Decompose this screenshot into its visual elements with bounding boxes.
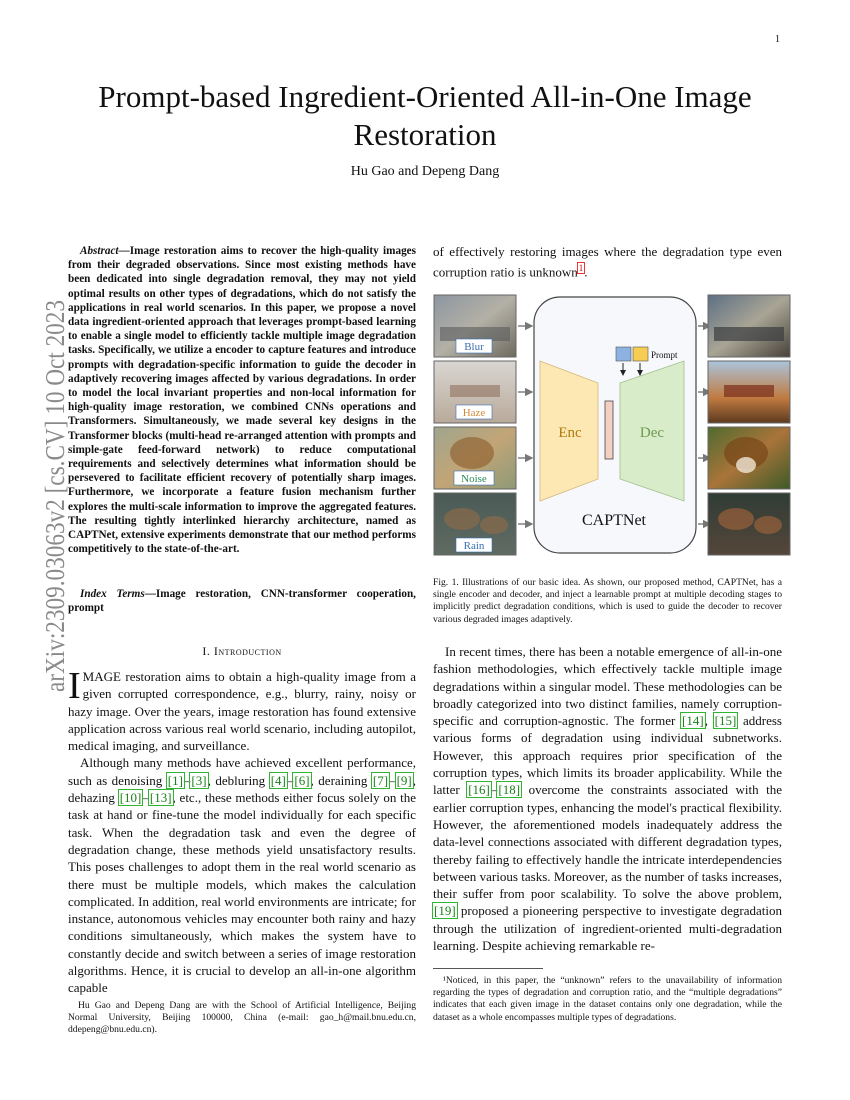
right-top-end: .: [584, 264, 588, 280]
footnote-ref-1[interactable]: 1: [578, 263, 584, 274]
network-label: CAPTNet: [582, 512, 646, 529]
output-tile-blur: [708, 295, 790, 357]
right-p1-a: In recent times, there has been a notable emergence of all-in-one fashion methodologies, which effectively tackle multiple image degradations within a singular model. These methodologies can be broadly categorized into two distinct families, namely corruption-specific and corruption-agnostic. The former: [433, 644, 782, 729]
intro-p2-d: , dehazing: [68, 772, 417, 806]
citation-4[interactable]: [4]: [270, 772, 286, 788]
citation-13[interactable]: [13]: [149, 790, 172, 806]
abstract-text: —Image restoration aims to recover the high-quality images from their degraded observations. Since most existing methods have been dedicated into single degradation removal, they may not yield optimal results on other types of degradations, which do not satisfy the applications in real world scenarios. In this paper, we propose a novel data ingredient-oriented approach that leverages prompt-based learning to enable a single model to efficiently tackle multiple image degradation tasks. Specifically, we utilize a encoder to capture features and introduce prompts with degradation-specific information to guide the decoder in adaptively recovering images affected by various degradations. In order to model the local invariant properties and non-local information for high-quality image restoration, we combined CNNs operations and Transformers. Simultaneously, we made several key designs in the Transformer blocks (multi-head re-arranged attention with prompts and simple-gate feed-forward network) to reduce computational requirements and selectively determines what information should be persevered to facilitate efficient recovery of potentially sharp images. Furthermore, we incorporate a feature fusion mechanism further explores the multi-scale information to improve the aggregated features. The resulting tightly interlinked hierarchy architecture, named as CAPTNet, extensive experiments demonstrate that our method performs competitively to the state-of-the-art.: [68, 245, 416, 556]
prompt-block-blue: [616, 347, 631, 361]
citation-15[interactable]: [15]: [714, 713, 737, 729]
input-tile-haze: [434, 361, 516, 423]
index-terms-text: —Image restoration, CNN-transformer cooperation, prompt: [68, 588, 416, 615]
input-label-blur: Blur: [464, 341, 484, 353]
abstract-label: Abstract: [80, 245, 119, 257]
input-tile-rain: [434, 493, 516, 555]
output-tile-rain: [708, 493, 790, 555]
page-number: 1: [775, 34, 780, 45]
citation-19[interactable]: [19]: [434, 903, 456, 919]
intro-p2-e: , etc., these methods either focus solely on the task at hand or fine-tune the model individually for each specific task. When the degradation task and even the degree of degradation change, these methods yield unsatisfactory results. This poses challenges to adopt them in the real world scenario as there must be multiple models, which makes the calculation complicated. In addition, real world environments are intricate; for instance, autonomous vehicles may encounter both rainy and hazy conditions simultaneously, which makes the system have to constantly decide and switch between a series of image restoration algorithms. Hence, it is crucial to develop an all-in-one algorithm capable: [68, 790, 416, 996]
figure-1: [432, 293, 792, 559]
citation-14[interactable]: [14]: [682, 713, 704, 729]
prompt-label: Prompt: [651, 350, 678, 360]
index-terms: [68, 587, 416, 615]
section-heading: I. Introduction: [202, 644, 282, 658]
right-top-sentence: of effectively restoring images where the degradation type even corruption ratio is unknown: [433, 244, 782, 280]
intro-p2-b: , debluring: [207, 772, 270, 788]
figure-caption: Fig. 1. Illustrations of our basic idea. As shown, our proposed method, CAPTNet, has a single encoder and decoder, and inject a learnable prompt at multiple decoding stages to implicitly predict degradation conditions, which is used to guide the decoder to recover various degraded images adaptively.: [433, 577, 782, 625]
arxiv-stamp: [38, 300, 72, 692]
citation-18[interactable]: [18]: [498, 782, 521, 798]
paper-authors: Hu Gao and Depeng Dang: [350, 164, 500, 179]
input-arrows: [518, 326, 532, 524]
footnote-rule: [433, 968, 543, 969]
citation-3[interactable]: [3]: [191, 772, 207, 788]
citation-1[interactable]: [1]: [167, 772, 183, 788]
abstract: [68, 244, 416, 556]
right-p1-c: address various forms of degradation using individual subnetworks. However, this approach requires prior specification of the corruption types, which limits its broader applicability. While the latter: [433, 713, 782, 798]
right-p1-e: proposed a pioneering perspective to investigate degradation through the utilization of ingredient-oriented multi-degradation learning. Despite achieving remarkable re-: [433, 903, 782, 954]
prompt-block-yellow: [633, 347, 648, 361]
drop-cap: I: [68, 665, 81, 707]
input-tile-blur: [434, 295, 516, 357]
decoder-label: Dec: [639, 425, 665, 441]
input-label-rain: Rain: [463, 540, 485, 552]
paper-title: Prompt-based Ingredient-Oriented All-in-One Image Restoration: [98, 79, 752, 152]
bottleneck-block: [605, 401, 613, 459]
intro-paragraph-2: Although many methods have achieved excellent performance, such as denoising [1]–[3], debluring [4]–[6], deraining [7]–[9], dehazing [10]–[13], etc., these methods either focus solely on the task at hand or fine-tune the model individually for each specific task. When the degradation task and even the degree of degradation change, these methods yield unsatisfactory results. This poses challenges to adopt them in the real world scenario as there must be multiple models, which makes the calculation complicated. In addition, real world environments are intricate; for instance, autonomous vehicles may encounter both rainy and hazy conditions simultaneously, which makes the system have to constantly decide and switch between a series of image restoration algorithms. Hence, it is crucial to develop an all-in-one algorithm capable: [68, 755, 417, 996]
citation-7[interactable]: [7]: [372, 772, 389, 788]
intro-p1-text: MAGE restoration aims to obtain a high-quality image from a given corrupted correspondence, e.g., blurry, rainy, noisy or hazy image. Over the years, image restoration has found extensive application across various real world scenario, including autopilot, medical imaging, and surveillance.: [68, 669, 416, 754]
right-p1-b: ,: [704, 713, 714, 729]
citation-10[interactable]: [10]: [119, 790, 142, 806]
intro-p2-c: , deraining: [310, 772, 372, 788]
right-p1-d: overcome the constraints associated with the earlier corruption types, enhancing the model's practical flexibility. However, the aforementioned models inadequately address the data-level connections associated with different degradation types, thereby failing to effectively handle the intricate interdependencies between various tasks. Moreover, as the number of tasks increases, their suffer from poor scalability. To solve the above problem,: [433, 782, 782, 902]
intro-p2-a: Although many methods have achieved excellent performance, such as denoising: [68, 755, 416, 788]
index-terms-label: Index Terms: [80, 588, 145, 600]
right-body-column: [433, 643, 782, 954]
intro-column: [68, 665, 417, 997]
citation-16[interactable]: [16]: [468, 782, 490, 798]
input-tile-noise: [434, 427, 516, 489]
citation-6[interactable]: [6]: [294, 772, 310, 788]
intro-paragraph-1: [68, 665, 416, 754]
citation-9[interactable]: [9]: [396, 772, 412, 788]
input-label-noise: Noise: [461, 473, 487, 485]
output-tile-haze: [708, 361, 790, 423]
author-affiliation: Hu Gao and Depeng Dang are with the School of Artificial Intelligence, Beijing Normal University, Beijing 100000, China (e-mail: gao_h@mail.bnu.edu.cn, ddepeng@bnu.edu.cn).: [68, 1000, 416, 1036]
output-tile-noise: [708, 427, 790, 489]
right-paragraph-1: In recent times, there has been a notable emergence of all-in-one fashion methodologies, which effectively tackle multiple image degradations within a singular model. These methodologies can be broadly categorized into two distinct families, namely corruption-specific and corruption-agnostic. The former [14], [15] address various forms of degradation using individual subnetworks. However, this approach requires prior specification of the corruption types, which limits its broader applicability. While the latter [16]–[18] overcome the constraints associated with the earlier corruption types, enhancing the model's practical flexibility. However, the aforementioned models inadequately address the data-level connections associated with different degradation types, thereby failing to effectively handle the intricate interdependencies between various tasks. Moreover, as the number of tasks increases, their suffer from poor scalability. To solve the above problem, [19] proposed a pioneering perspective to investigate degradation through the utilization of ingredient-oriented multi-degradation learning. Despite achieving remarkable re-: [433, 644, 782, 954]
encoder-label: Enc: [558, 425, 582, 441]
right-top-text: [433, 243, 782, 281]
footnote-1: ¹Noticed, in this paper, the “unknown” refers to the unavailability of information regarding the types of degradation and corruption ratio, and the “multiple degradations” indicates that each given image in the dataset contains only one degradation, while the dataset as a whole encompasses multiple types of degradations.: [433, 975, 782, 1023]
input-label-haze: Haze: [462, 407, 486, 419]
arxiv-stamp-text: arXiv:2309.03063v2 [cs.CV] 10 Oct 2023: [40, 300, 70, 692]
